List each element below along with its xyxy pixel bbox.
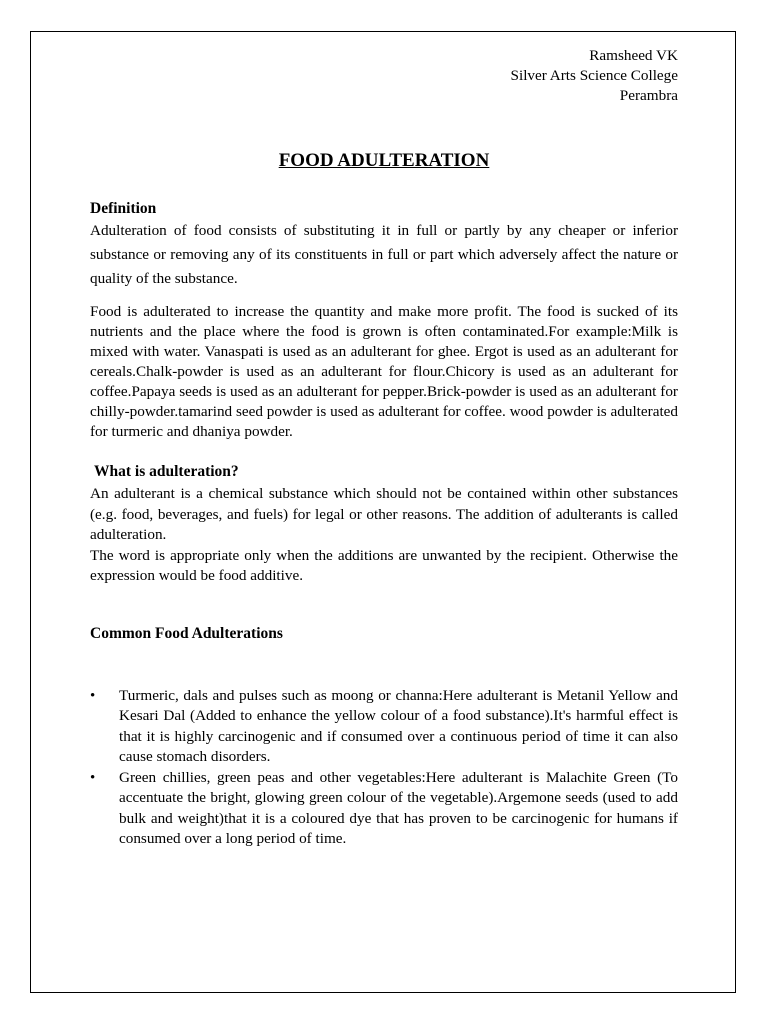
list-item	[90, 768, 678, 850]
main-paragraph: Food is adulterated to increase the quantity and make more profit. The food is sucked of its nutrients and the place where the food is grown is often contaminated.For example:Milk is mixed with water. Vanaspati is used as an adulterant for ghee. Ergot is used as an adulterant for cereals.Chalk-powder is used as an adulterant for flour.Chicory is used as an adulterant for coffee.Papaya seeds is used as an adulterant for pepper.Brick-powder is used as an adulterant for chilly-powder.tamarind seed powder is used as adulterant for coffee. wood powder is adulterated for turmeric and dhaniya powder.	[90, 303, 678, 440]
what-is-heading: What is adulteration?	[94, 463, 239, 480]
author-place: Perambra	[619, 87, 678, 104]
bullet-icon: •	[90, 769, 96, 786]
bullet-icon: •	[90, 687, 96, 704]
author-block	[90, 46, 678, 106]
author-college: Silver Arts Science College	[510, 67, 678, 84]
adulteration-list	[90, 686, 678, 850]
what-is-paragraph-1: An adulterant is a chemical substance which should not be contained within other substances (e.g. food, beverages, and fuels) for legal or other reasons. The addition of adulterants is called adulteration.	[90, 485, 678, 543]
document-body	[90, 46, 678, 850]
list-item-text: Green chillies, green peas and other vegetables:Here adulterant is Malachite Green (To accentuate the bright, glowing green colour of the vegetable).Argemone seeds (used to add bulk and weight)that it is a coloured dye that has proven to be carcinogenic for humans if consumed over a long period of time.	[119, 768, 678, 847]
list-item	[90, 686, 678, 768]
what-is-paragraph-2: The word is appropriate only when the additions are unwanted by the recipient. Otherwise the expression would be food additive.	[90, 546, 678, 584]
document-title: FOOD ADULTERATION	[278, 150, 490, 171]
definition-paragraph: Adulteration of food consists of substituting it in full or partly by any cheaper or inferior substance or removing any of its constituents in full or part which adversely affect the nature or quality of the substance.	[90, 222, 678, 287]
list-item-text: Turmeric, dals and pulses such as moong or channa:Here adulterant is Metanil Yellow and Kesari Dal (Added to enhance the yellow colour of a food substance).It's harmful effect is that it is highly carcinogenic and if consumed over a continuous period of time it can also cause stomach disorders.	[119, 686, 678, 765]
definition-heading: Definition	[90, 200, 157, 217]
common-heading: Common Food Adulterations	[90, 624, 283, 642]
author-name: Ramsheed VK	[589, 47, 678, 64]
